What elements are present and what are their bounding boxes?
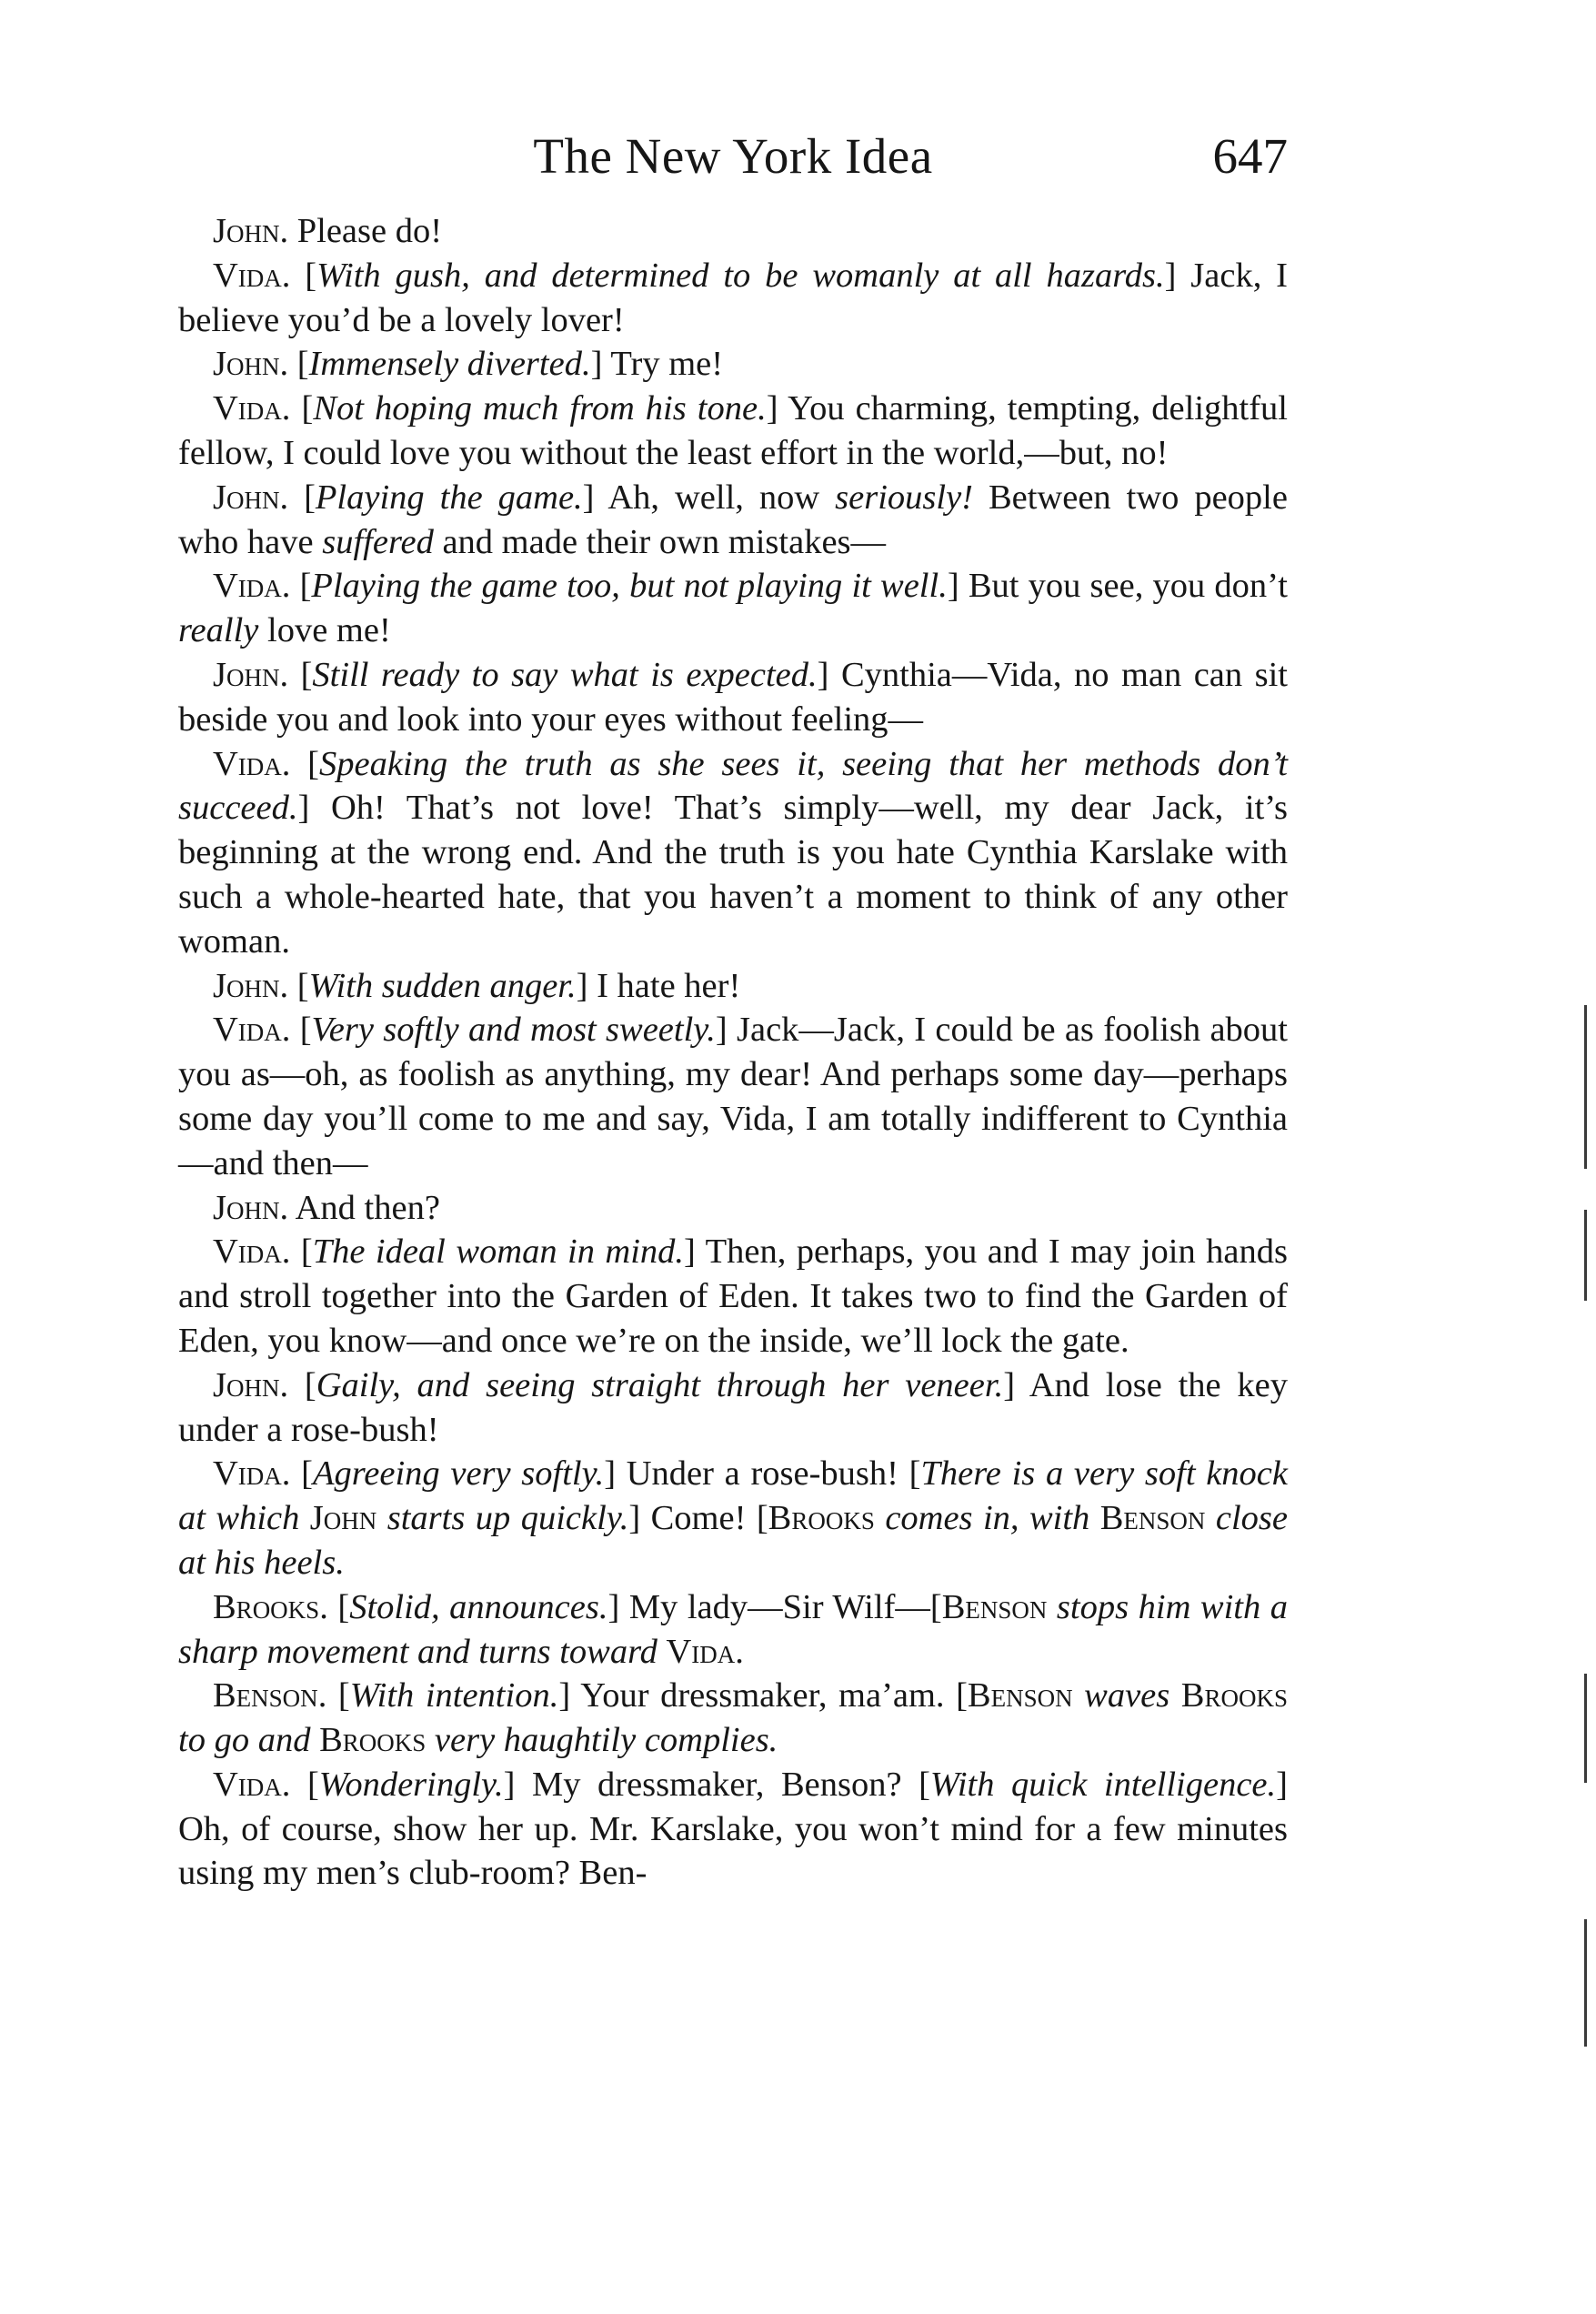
text-run: ] Try me! [590,345,724,384]
dialogue-paragraph [178,1363,1288,1453]
dialogue-paragraph [178,1452,1288,1585]
stage-direction: waves [1072,1676,1181,1715]
speaker-name: Vida [213,1232,282,1272]
dialogue-paragraph [178,1585,1288,1675]
dialogue-paragraph [178,1186,1288,1231]
stage-direction: stops him with a sharp movement and turns toward [178,1587,1289,1671]
text-run: . [ [279,655,313,694]
stage-direction: Wonderingly. [318,1765,504,1804]
text-run: ] But you see, you don’t [947,567,1288,606]
text-run: . Please do! [279,212,443,250]
stage-direction: suffered [322,522,434,561]
stage-direction: Speaking the truth as she sees it, seeing that her methods don’t succeed. [178,744,1289,828]
speaker-name: Brooks [213,1587,320,1626]
scan-artifact-line [1584,1919,1587,2047]
text-run: . [735,1632,744,1671]
stage-direction: Very softly and most sweetly. [311,1011,716,1050]
stage-direction: Playing the game. [315,478,583,517]
dialogue-paragraph [178,964,1288,1009]
text-run: ] Jack, I believe you’d be a lovely lover! [178,256,1288,339]
speaker-name: Brooks [768,1499,875,1538]
text-run: ] Cynthia—Vida, no man can sit beside you and look into your eyes without feeling— [178,655,1288,739]
dialogue-paragraph [178,653,1288,742]
speaker-name: Vida [666,1632,736,1671]
speaker-name: John [309,1499,377,1538]
stage-direction: Agreeing very softly. [312,1454,605,1494]
scan-artifact-line [1584,1210,1587,1301]
speaker-name: Benson [213,1676,318,1715]
text-run: . [ [279,478,316,517]
speaker-name: Vida [213,389,282,428]
speaker-name: John [213,345,280,384]
stage-direction: With intention. [349,1676,559,1715]
text-run: ] I hate her! [576,966,741,1005]
text-run: and made their own mistakes— [433,522,887,561]
speaker-name: Brooks [319,1721,427,1760]
speaker-name: Benson [1099,1499,1206,1538]
speaker-name: Vida [213,256,282,295]
stage-direction: really [178,611,259,650]
running-head [178,127,1288,209]
dialogue-paragraph [178,209,1288,254]
dialogue-paragraph [178,254,1288,343]
text-run: ] Oh, of course, show her up. Mr. Karslake, you won’t mind for a few minutes using my men’s club-room? Ben- [178,1765,1288,1893]
text-run: . [ [281,744,320,783]
stage-direction: comes in, with [874,1499,1100,1538]
stage-direction: Stolid, announces. [349,1587,608,1626]
text-run: ] Your dressmaker, ma’am. [ [558,1676,968,1715]
stage-direction: close at his heels. [178,1499,1288,1582]
speaker-name: John [213,1365,280,1404]
dialogue-paragraph [178,1008,1288,1185]
speaker-name: John [213,1188,280,1227]
text-run: . [ [279,345,309,384]
stage-direction: Still ready to say what is expected. [312,655,818,694]
speaker-name: John [213,655,280,694]
speaker-name: Vida [213,567,282,606]
text-run: . [ [281,567,312,606]
play-dialogue [178,209,1288,1896]
stage-direction: very haughtily complies. [426,1721,778,1760]
text-run: . [ [281,256,317,295]
text-run: . [ [281,389,314,428]
dialogue-paragraph [178,1763,1288,1896]
stage-direction: With gush, and determined to be womanly at all hazards. [316,256,1165,295]
text-run: love me! [258,611,391,650]
text-run: . [ [281,1232,313,1272]
text-run: ] You charming, tempting, delightful fellow, I could love you without the least effort in the world,—but, no! [178,389,1289,472]
dialogue-paragraph [178,742,1288,964]
speaker-name: Benson [967,1676,1073,1715]
dialogue-paragraph [178,1230,1288,1363]
stage-direction: The ideal woman in mind. [312,1232,685,1272]
dialogue-paragraph [178,387,1288,476]
stage-direction: Gaily, and seeing straight through her veneer. [316,1365,1004,1404]
speaker-name: Brooks [1180,1676,1288,1715]
text-run: ] My lady—Sir Wilf—[ [607,1587,942,1626]
text-run: ] Come! [ [628,1499,768,1538]
text-run: . [ [279,1365,316,1404]
speaker-name: Benson [941,1587,1048,1626]
text-run: . [ [317,1676,350,1715]
speaker-name: Vida [213,1765,282,1804]
dialogue-paragraph [178,342,1288,387]
stage-direction: seriously! [835,478,973,517]
scan-artifact-line [1584,1005,1587,1169]
stage-direction: With sudden anger. [308,966,577,1005]
speaker-name: John [213,966,280,1005]
stage-direction: Not hoping much from his tone. [313,389,767,428]
dialogue-paragraph [178,476,1288,565]
stage-direction: There is a very soft knock at which [178,1454,1288,1538]
text-run: ] Under a rose-bush! [ [604,1454,921,1494]
dialogue-paragraph [178,1674,1288,1763]
text-run: ] Then, perhaps, you and I may join hands and stroll together into the Garden of Eden. It takes two to find the Garden of Eden, you know—and once we’re on the inside, we’ll lock the gate. [178,1232,1289,1360]
speaker-name: John [213,212,280,250]
text-run: . [ [279,966,309,1005]
speaker-name: Vida [213,1454,282,1494]
text-run: ] My dressmaker, Benson? [ [503,1765,930,1804]
text-run: Between two people who have [178,478,1288,561]
stage-direction: starts up quickly. [376,1499,629,1538]
book-page [178,127,1288,1896]
scan-artifact-line [1584,1674,1587,1783]
text-run: ] Ah, well, now [582,478,836,517]
stage-direction: Immensely diverted. [308,345,591,384]
speaker-name: John [213,478,280,517]
text-run: ] Oh! That’s not love! That’s simply—well, my dear Jack, it’s beginning at the wrong end. And the truth is you hate Cynthia Karslake with such a whole-hearted hate, that you haven’t a moment to think of any other woman. [178,789,1288,961]
text-run: ] Jack—Jack, I could be as foolish about you as—oh, as foolish as anything, my dear! And perhaps some day—perhaps some day you’ll come to me and say, Vida, I am totally indifferent to Cynthia—and then— [178,1011,1288,1182]
speaker-name: Vida [213,1011,282,1050]
stage-direction: With quick intelligence. [929,1765,1277,1804]
text-run: . And then? [279,1188,440,1227]
stage-direction: Playing the game too, but not playing it well. [311,567,948,606]
page-title: The New York Idea [533,128,933,184]
page-number: 647 [1212,128,1288,184]
speaker-name: Vida [213,744,282,783]
text-run: ] And lose the key under a rose-bush! [178,1365,1289,1449]
text-run: . [ [281,1454,313,1494]
text-run: . [ [281,1765,319,1804]
dialogue-paragraph [178,564,1288,653]
text-run: . [ [281,1011,312,1050]
text-run: . [ [319,1587,350,1626]
stage-direction: to go and [178,1721,320,1760]
